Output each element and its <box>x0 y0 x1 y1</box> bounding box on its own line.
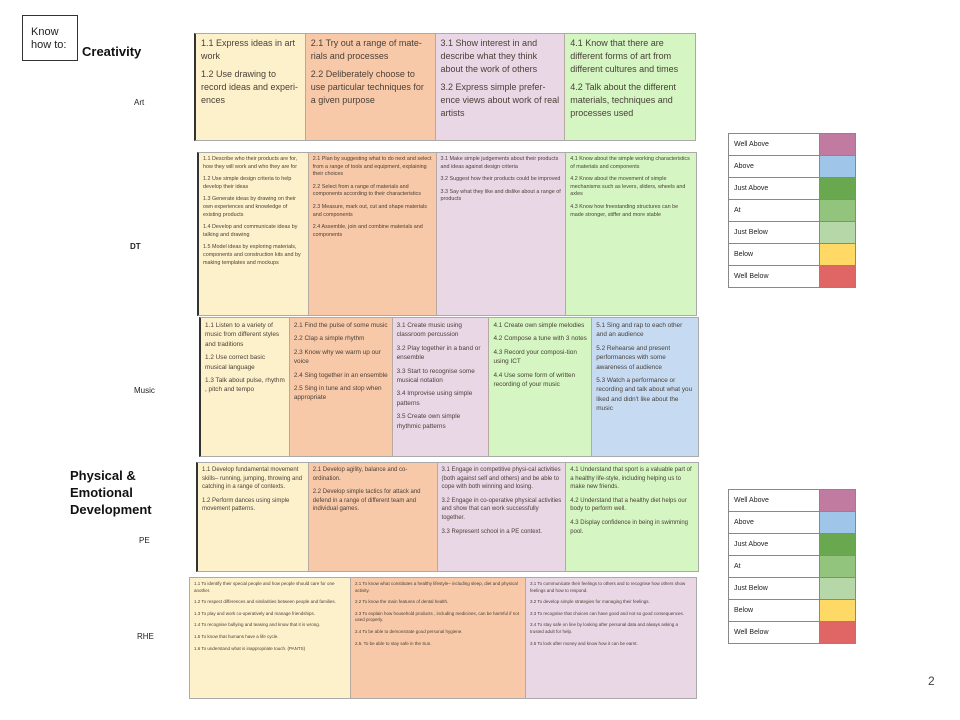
rhe-column-3 <box>526 578 696 698</box>
pe-column-3 <box>438 463 567 571</box>
objective-item: 1.4 Develop and communicate ideas by talking and drawing <box>203 224 298 238</box>
legend-swatch <box>820 178 856 200</box>
pe-column-1 <box>198 463 309 571</box>
legend-row <box>729 200 856 222</box>
legend-label: Well Above <box>729 490 820 512</box>
objective-item: 1.2 Perform dances using simple movement patterns. <box>202 497 290 513</box>
objective-item: 1.4 To recognise bullying and teasing and know that it is wrong. <box>194 622 320 628</box>
legend-swatch <box>820 600 856 622</box>
objective-item: 3.5 To look after money and know how it can be earnt. <box>530 640 638 646</box>
row-label-rhe: RHE <box>137 632 154 641</box>
legend-swatch <box>820 244 856 266</box>
art-column-1 <box>196 34 306 140</box>
objective-item: 3.1 Create music using classroom percussion <box>396 322 462 339</box>
objective-item: 1.5 Model ideas by exploring materials, components and construction kits and by making templates and mockups <box>203 244 301 266</box>
know-how-to-box: Know how to: <box>22 15 78 61</box>
objective-item: 1.2 Use correct basic musical language <box>205 354 266 371</box>
objective-item: 2.1 Find the pulse of some music <box>293 322 388 329</box>
row-label-dt: DT <box>130 242 141 251</box>
art-column-2 <box>306 34 436 140</box>
dt-column-3 <box>437 153 567 315</box>
objective-item: 3.3 To recognise that choices can have good and not so good consequences. <box>530 610 685 616</box>
objective-item: 1.3 Talk about pulse, rhythm , pitch and tempo <box>205 377 285 394</box>
music-column-1 <box>201 318 290 456</box>
legend-label: Above <box>729 512 820 534</box>
pe-column-2 <box>309 463 438 571</box>
objective-item: 1.5 To know that humans have a life cycle. <box>194 633 279 639</box>
legend-row <box>729 156 856 178</box>
objective-item: 4.2 Know about the movement of simple mechanisms such as levers, sliders, wheels and axles <box>570 176 686 198</box>
objective-item: 4.1 Understand that sport is a valuable part of a healthy life-style, including helping us to make new friends. <box>570 467 692 491</box>
row-label-music: Music <box>134 386 155 395</box>
objective-item: 2.2 To know the main features of dental health. <box>355 599 449 605</box>
objective-item: 1.3 To play and work co-operatively and manage friendships. <box>194 610 315 616</box>
legend-label: Below <box>729 600 820 622</box>
rhe-column-2 <box>351 578 526 698</box>
row-label-pe: PE <box>139 536 150 545</box>
objective-item: 3.2 Express simple prefer-ence views about work of real artists <box>440 82 560 118</box>
music-column-4 <box>489 318 592 456</box>
objective-item: 2.3 Know why we warm up our voice <box>293 348 381 366</box>
objective-item: 1.1 To identify their special people and how people should care for one another. <box>194 581 335 593</box>
objective-item: 2.5 Sing in tune and stop when appropriate <box>293 385 382 402</box>
objective-item: 5.3 Watch a performance or recording and talk about what you liked and didn't like about the music <box>596 377 693 413</box>
dt-column-2 <box>309 153 437 315</box>
objective-item: 4.4 Use some form of written recording of your music <box>493 371 576 389</box>
rhe-grid <box>189 577 697 699</box>
objective-item: 2.5. To be able to stay safe in the Sun. <box>355 640 432 646</box>
legend-row <box>729 512 856 534</box>
objective-item: 3.3 Start to recognise some musical notation <box>396 367 475 385</box>
legend-label: Just Above <box>729 534 820 556</box>
objective-item: 2.2 Develop simple tactics for attack and defend in a range of different team and individual games. <box>312 489 421 513</box>
legend-label: Well Above <box>729 134 820 156</box>
objective-item: 2.1 Plan by suggesting what to do next and select from a range of tools and equipment, explaining their choices <box>312 156 432 178</box>
objective-item: 4.1 Create own simple melodies <box>493 322 585 329</box>
heading-line: Emotional <box>70 485 133 500</box>
legend-row <box>729 244 856 266</box>
page-number: 2 <box>928 674 935 688</box>
objective-item: 1.6 To understand what is inappropriate touch. (PANTS) <box>194 645 306 651</box>
objective-item: 1.1 Express ideas in art work <box>201 38 296 61</box>
objective-item: 1.2 Use drawing to record ideas and experi-ences <box>201 69 299 105</box>
objective-item: 3.4 To stay safe on line by looking after personal data and always asking a trusted adult for help. <box>530 622 679 634</box>
pe-column-4 <box>566 463 698 571</box>
legend-swatch <box>820 266 856 288</box>
art-grid <box>194 33 696 141</box>
objective-item: 1.2 Use simple design criteria to help develop their ideas <box>203 176 292 190</box>
legend-label: Just Below <box>729 578 820 600</box>
objective-item: 3.1 Make simple judgements about their products and ideas against design criteria <box>440 156 559 170</box>
legend-row <box>729 578 856 600</box>
objective-item: 4.1 Know that there are different forms of art from different cultures and times <box>570 38 679 74</box>
objective-item: 2.2 Deliberately choose to use particular techniques for a given purpose <box>310 69 424 105</box>
music-grid <box>199 317 699 457</box>
legend-label: Well Below <box>729 266 820 288</box>
objective-item: 3.1 To communicate their feelings to others and to recognise how others show feelings and how to respond. <box>530 581 686 593</box>
legend-swatch <box>820 222 856 244</box>
legend-label: At <box>729 556 820 578</box>
objective-item: 3.1 Engage in competitive physi-cal activities (both against self and others) and be able to cope with both winning and losing. <box>441 467 561 491</box>
objective-item: 2.3 Measure, mark out, cut and shape materials and components <box>312 203 427 218</box>
objective-item: 5.1 Sing and rap to each other and an audience <box>596 322 683 339</box>
objective-item: 4.1 Know about the simple working characteristics of materials and components <box>570 156 690 170</box>
legend-label: Just Below <box>729 222 820 244</box>
art-column-4 <box>565 34 695 140</box>
objective-item: 2.2 Clap a simple rhythm <box>293 335 365 343</box>
legend-row <box>729 534 856 556</box>
objective-item: 3.2 To develop simple strategies for managing their feelings. <box>530 599 650 605</box>
objective-item: 1.2 To respect differences and similarities between people and families. <box>194 599 336 605</box>
legend-swatch <box>820 556 856 578</box>
legend-table-bottom <box>728 489 856 644</box>
objective-item: 4.2 Compose a tune with 3 notes <box>493 335 587 343</box>
legend-swatch <box>820 200 856 222</box>
legend-row <box>729 178 856 200</box>
legend-label: Just Above <box>729 178 820 200</box>
legend-row <box>729 556 856 578</box>
legend-label: Below <box>729 244 820 266</box>
legend-swatch <box>820 622 856 644</box>
objective-item: 3.5 Create own simple rhythmic patterns <box>396 413 461 430</box>
heading-line: Development <box>70 502 152 517</box>
objective-item: 1.1 Describe who their products are for, how they will work and who they are for <box>203 156 298 170</box>
objective-item: 3.3 Say what they like and dislike about a range of products <box>440 188 561 203</box>
objective-item: 3.2 Play together in a band or ensemble <box>396 344 481 362</box>
legend-label: Above <box>729 156 820 178</box>
dt-column-1 <box>199 153 309 315</box>
legend-row <box>729 600 856 622</box>
music-column-2 <box>290 318 393 456</box>
objective-item: 1.1 Develop fundamental movement skills– running, jumping, throwing and catching in a range of contexts. <box>202 467 303 491</box>
legend-label: Well Below <box>729 622 820 644</box>
legend-row <box>729 266 856 288</box>
objective-item: 2.1 Develop agility, balance and co-ordination. <box>312 467 408 482</box>
objective-item: 3.2 Suggest how their products could be improved <box>440 176 561 183</box>
dt-grid <box>197 152 697 316</box>
music-column-5 <box>592 318 698 456</box>
objective-item: 3.2 Engage in co-operative physical activities and show that can work successfully together. <box>441 497 562 521</box>
objective-item: 1.3 Generate ideas by drawing on their own experiences and knowledge of existing products <box>203 196 296 218</box>
row-label-art: Art <box>134 98 145 107</box>
physical-emotional-heading <box>70 467 152 518</box>
legend-swatch <box>820 156 856 178</box>
creativity-heading: Creativity <box>82 44 142 59</box>
legend-swatch <box>820 578 856 600</box>
objective-item: 4.3 Display confidence in being in swimming pool. <box>570 519 689 535</box>
objective-item: 2.4 Assemble, join and combine materials and components <box>312 224 423 238</box>
legend-label: At <box>729 200 820 222</box>
objective-item: 4.2 Talk about the different materials, techniques and processes used <box>570 82 676 118</box>
legend-swatch <box>820 512 856 534</box>
legend-row <box>729 622 856 644</box>
rhe-column-1 <box>190 578 351 698</box>
heading-line: Physical & <box>70 468 136 483</box>
objective-item: 4.2 Understand that a healthy diet helps our body to perform well. <box>570 497 687 513</box>
objective-item: 5.2 Rehearse and present performances with some awareness of audience <box>596 344 671 371</box>
dt-column-4 <box>566 153 696 315</box>
objective-item: 3.3 Represent school in a PE context. <box>441 528 542 535</box>
objective-item: 2.4 To be able to demonstrate good personal hygiene. <box>355 628 463 634</box>
objective-item: 2.1 Try out a range of mate-rials and processes <box>310 38 422 61</box>
legend-swatch <box>820 490 856 512</box>
legend-swatch <box>820 134 856 156</box>
legend-row <box>729 222 856 244</box>
legend-row <box>729 490 856 512</box>
music-column-3 <box>393 318 490 456</box>
objective-item: 2.3 To explain how household products , including medicines, can be harmful if not used properly. <box>355 610 520 623</box>
objective-item: 2.2 Select from a range of materials and components according to their characteristics <box>312 183 421 198</box>
art-column-3 <box>436 34 566 140</box>
objective-item: 4.3 Record your composi-tion using ICT <box>493 348 577 366</box>
legend-row <box>729 134 856 156</box>
legend-table-top <box>728 133 856 288</box>
pe-grid <box>196 462 699 572</box>
objective-item: 3.4 Improvise using simple patterns <box>396 390 473 407</box>
objective-item: 3.1 Show interest in and describe what they think about the work of others <box>440 38 538 74</box>
objective-item: 2.4 Sing together in an ensemble <box>293 371 388 379</box>
objective-item: 1.1 Listen to a variety of music from different styles and traditions <box>205 322 280 348</box>
objective-item: 2.1 To know what constitutes a healthy lifestyle– including sleep, diet and physical activity. <box>355 581 518 593</box>
objective-item: 4.3 Know how freestanding structures can be made stronger, stiffer and more stable <box>570 203 679 218</box>
legend-swatch <box>820 534 856 556</box>
